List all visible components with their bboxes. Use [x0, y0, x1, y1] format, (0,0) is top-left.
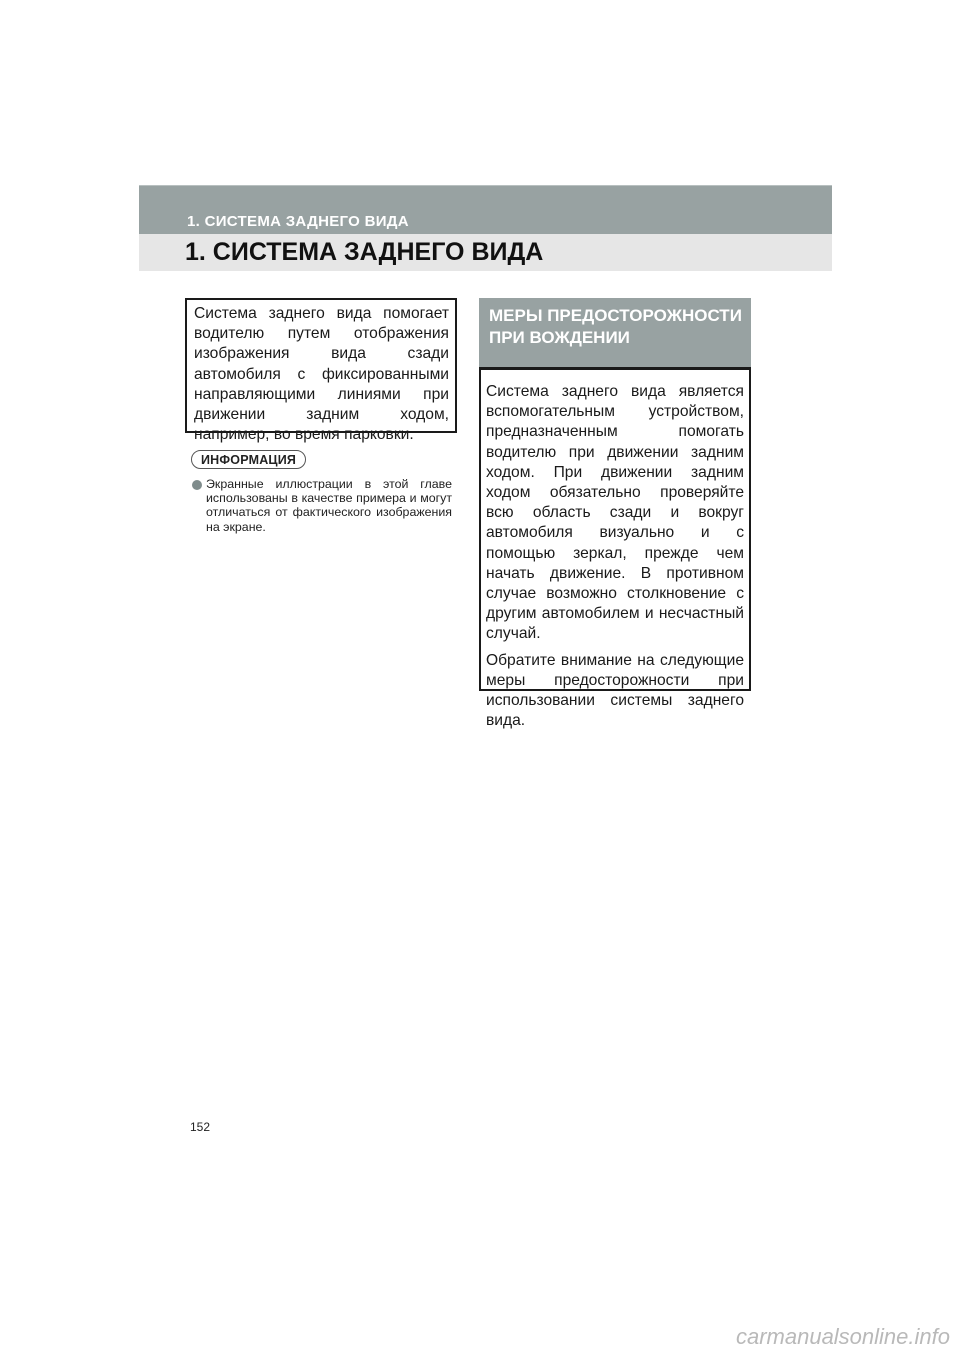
caution-paragraph-2: Обратите внимание на следующие меры предосторожности при использовании системы заднего вида.: [486, 651, 744, 730]
watermark: carmanualsonline.info: [735, 1324, 950, 1349]
caution-header: [479, 298, 751, 370]
bullet-dot-icon: [192, 480, 202, 490]
page-title: 1. СИСТЕМА ЗАДНЕГО ВИДА: [185, 238, 544, 266]
caution-body: [486, 382, 744, 737]
info-bullet: [192, 477, 452, 534]
header-band: [139, 185, 832, 234]
info-bullet-text: Экранные иллюстрации в этой главе использованы в качестве примера и могут отличаться от фактического изображения на экране.: [206, 477, 452, 534]
chapter-header: [139, 185, 832, 271]
intro-text: Система заднего вида помогает водителю путем отображения изображения вида сзади автомобиля с фиксированными направляющими линиями при движении задним ходом, например, во время парковки.: [194, 305, 449, 444]
page-number: 152: [190, 1120, 211, 1134]
info-badge: ИНФОРМАЦИЯ: [191, 450, 306, 469]
intro-box: [185, 298, 457, 444]
caution-paragraph-1: Система заднего вида является вспомогательным устройством, предназначенным помогать водителю при движении задним ходом. При движении задним ходом обязательно проверяйте всю область сзади и вокруг автомобиля визуально и с помощью зеркал, прежде чем начать движение. В противном случае возможно столкновение с другим автомобилем и несчастный случай.: [486, 383, 744, 643]
caution-title: МЕРЫ ПРЕДОСТОРОЖНОСТИ ПРИ ВОЖДЕНИИ: [489, 306, 742, 347]
breadcrumb: 1. СИСТЕМА ЗАДНЕГО ВИДА: [187, 213, 409, 230]
